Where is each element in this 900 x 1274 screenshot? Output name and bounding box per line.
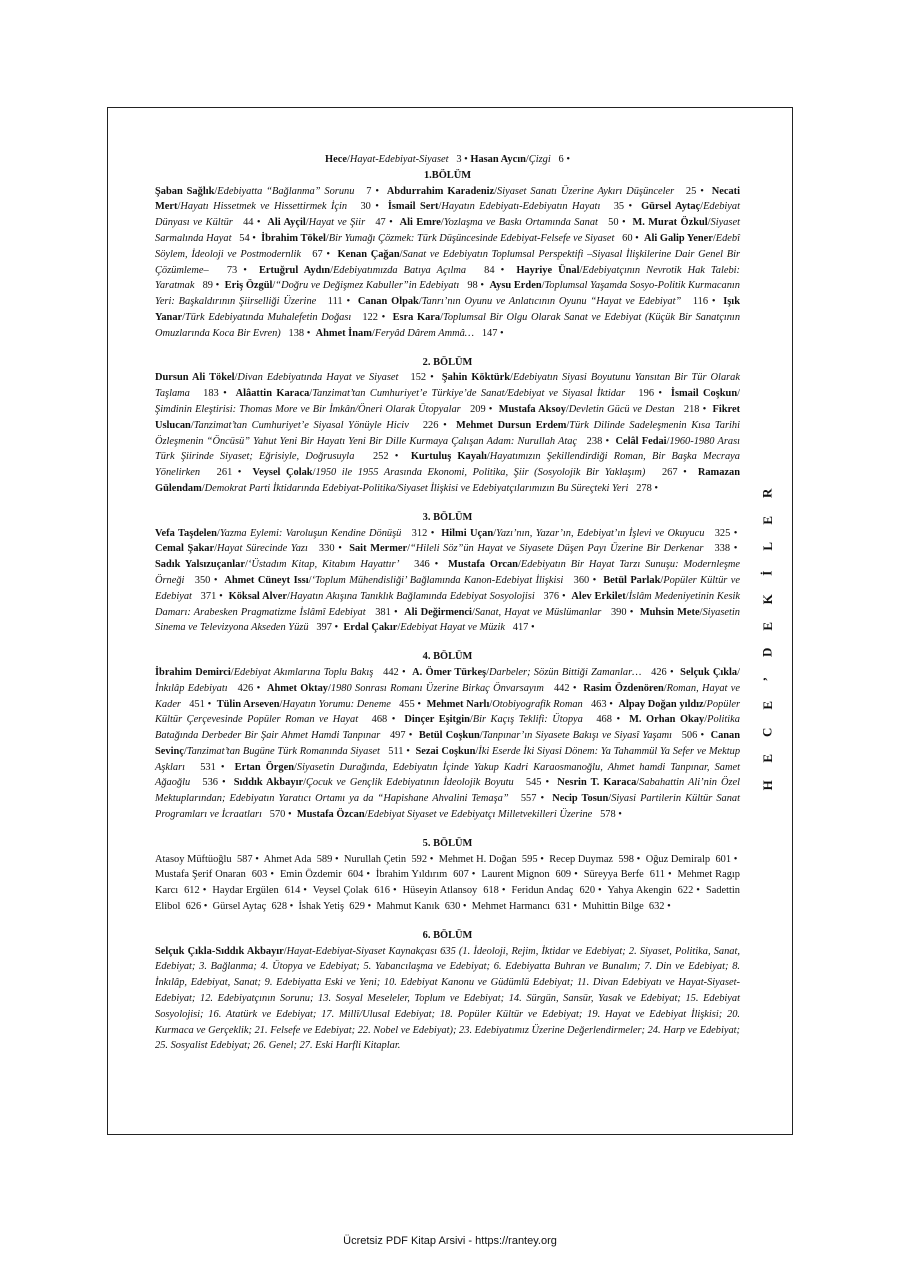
entry-author: İbrahim Yıldırım (375, 869, 448, 881)
entry-title: Türk Edebiyatında Muhalefetin Doğası (185, 311, 352, 323)
side-letter: E (759, 621, 775, 631)
entry-page: 468 (596, 714, 612, 726)
side-label-heceler (758, 480, 778, 798)
entry-page: 350 (194, 574, 211, 586)
entry-author: M. Orhan Okay (629, 714, 705, 726)
entry-page: 630 (444, 901, 461, 913)
entry-author: Laurent Mignon (481, 869, 550, 881)
entry-page: 73 (226, 264, 238, 276)
entry-author: İbrahim Tökel (261, 232, 326, 244)
entry-title: Hayat-Edebiyat-Siyaset Kaynakçası 635 (1. İdeoloji, Rejim, İktidar ve Edebiyat; 2. Siyaset, Politika, Sanat, Edebiyat; 3. Bağlanma; 4. Ütopya ve Edebiyat; 5. Yabancılaşma ve Edebiyat; 6. Edebiyatta Buhran ve Bunalım; 7. Din ve Edebiyat; 8. İnkılâp, Edebiyat, Sanat; 9. Edebiyatta Eski ve Yeni; 10. Edebiyat Kanonu ve Güdümlü Edebiyat; 11. Divan Edebiyatı ve Hayat-Siyaset-Edebiyat; 12. Edebiyatçının Sorunu; 13. Sosyal Meseleler, Toplum ve Edebiyat; 14. Sürgün, Sansür, Yasak ve Edebiyat; 15. Edebiyat Sosyolojisi; 16. Atatürk ve Edebiyat; 17. Millî/Ulusal Edebiyat; 18. Popüler Kültür ve Edebiyat; 19. Hayat ve Edebiyat İlişkisi; 20. Kurmaca ve Gerçeklik; 21. Felsefe ve Edebiyat; 22. Nobel ve Edebiyat); 23. Edebiyatımız Üzerine Değerlendirmeler; 24. Harp ve Edebiyat; 25. Sosyalist Edebiyat; 26. Genel; 27. Eski Harfli Kitaplar. (155, 945, 740, 1052)
entry-page: 497 (389, 730, 406, 742)
entry-page: 84 (484, 264, 495, 276)
entry-page: 587 (236, 853, 253, 865)
entry-title: Tanpınar’ın Siyasete Bakışı ve Siyasî Yaşamı (482, 730, 673, 742)
entry-author: Ahmet Oktay (266, 682, 329, 694)
entry-page: 338 (714, 543, 731, 555)
entry-title: Edebiyatımızda Batıya Açılma (332, 264, 467, 276)
entry-author: Veysel Çolak (252, 467, 313, 479)
entry-title: Popüler Kültür Çerçevesinde Popüler Roman ve Hayat (155, 698, 740, 726)
entry-page: 531 (200, 761, 216, 773)
entry-author: Ali Ayçil (267, 217, 306, 229)
entry-title: 1960-1980 Arası Türk Şiirinde Siyaset; Eğrisiyle, Doğrusuyla (155, 435, 740, 463)
entry-author: Kurtuluş Kayalı (410, 451, 487, 463)
entry-title: Siyasi Partilerin Kültür Sanat Programları ve İcraatları (155, 793, 740, 821)
entry-author: Mustafa Şerif Onaran (155, 869, 246, 881)
entry-author: İsmail Sert (387, 201, 439, 213)
entry-page: 196 (638, 388, 655, 400)
entry-page: 570 (269, 809, 286, 821)
section (155, 510, 740, 636)
entry-author: Recep Duymaz (549, 853, 614, 865)
entry-author: Betül Coşkun (418, 730, 480, 742)
entry-page: 618 (483, 885, 499, 897)
entry-author: Canan Olpak (357, 296, 419, 308)
entry-author: Emin Özdemir (279, 869, 342, 881)
entry-page: 442 (383, 666, 399, 678)
entry-title: Edebiyatın Bir Hayat Tarzı Sunuşu: Modernleşme Örneği (155, 559, 741, 586)
entry-author: Tülin Arseven (216, 698, 280, 710)
entry-author: Dinçer Eşitgin (404, 714, 470, 726)
side-letter: ’ (759, 676, 775, 681)
entry-title: Toplumsal Yaşamda Sosyo-Politik Kurmacanın Yeri: Başkaldırının Şiirselliği Üzerine (155, 280, 740, 308)
entry-title: Edebiyat Hayat ve Müzik (400, 622, 505, 634)
entry-page: 147 (481, 327, 498, 339)
section-title: 4. BÖLÜM (422, 651, 473, 663)
entry-author: Nesrin T. Karaca (557, 777, 637, 789)
entry-page: 138 (288, 327, 305, 339)
side-letter: C (759, 727, 775, 737)
entry-author: Hüseyin Atlansoy (402, 885, 478, 897)
entry-page: 116 (692, 296, 709, 308)
entry-page: 506 (681, 730, 698, 742)
entry-title: Otobiyografik Roman (492, 698, 583, 710)
entry-author: Ahmet İnam (315, 327, 372, 339)
entry-page: 3 (456, 154, 462, 165)
entry-page: 442 (553, 682, 570, 694)
entry-author: Ramazan Gülendam (155, 467, 740, 494)
entry-page: 626 (185, 901, 202, 913)
entry-title: Hayatımızın Şekillendirdiği Roman, Bir Başka Mecraya Yönelirken (155, 451, 740, 479)
entry-page: 98 (467, 280, 478, 292)
section-title: 3. BÖLÜM (422, 511, 473, 523)
entry-title: Edebiyatın Siyasi Boyutunu Yansıtan Bir Tür Olarak Taşlama (155, 372, 740, 400)
entry-title: Roman, Hayat ve Kader (155, 682, 740, 710)
section-entries: Selçuk Çıkla-Sıddık Akbayır/Hayat-Edebiyat-Siyaset Kaynakçası 635 (1. İdeoloji, Rejim, İktidar ve Edebiyat; 2. Siyaset, Politika, Sanat, Edebiyat; 3. Bağlanma; 4. Ütopya ve Edebiyat; 5. Yabancılaşma ve Edebiyat; 6. Edebiyatta Buhran ve Bunalım; 7. Din ve Edebiyat; 8. İnkılâp, Edebiyat, Sanat; 9. Edebiyatta Eski ve Yeni; 10. Edebiyat Kanonu ve Güdümlü Edebiyat; 11. Divan Edebiyatı ve Hayat-Siyaset-Edebiyat; 12. Edebiyatçının Sorunu; 13. Sosyal Meseleler, Toplum ve Edebiyat; 14. Sürgün, Sansür, Yasak ve Edebiyat; 15. Edebiyat Sosyolojisi; 16. Atatürk ve Edebiyat; 17. Millî/Ulusal Edebiyat; 18. Popüler Kültür ve Edebiyat; 19. Hayat ve Edebiyat İlişkisi; 20. Kurmaca ve Gerçeklik; 21. Felsefe ve Edebiyat; 22. Nobel ve Edebiyat); 23. Edebiyatımız Üzerine Değerlendirmeler; 24. Harp ve Edebiyat; 25. Sosyalist Edebiyat; 26. Genel; 27. Eski Harfli Kitaplar. (155, 945, 740, 1052)
entry-author: Sıddık Akbayır (233, 777, 304, 789)
entry-page: 7 (366, 185, 372, 197)
entry-author: Dursun Ali Tökel (155, 372, 235, 384)
section (155, 928, 740, 1054)
entry-title: Bir Yumağı Çözmek: Türk Düşüncesinde Edebiyat-Felsefe ve Siyaset (328, 232, 615, 244)
entry-author: Hasan Aycın (470, 154, 526, 165)
entry-page: 607 (453, 869, 469, 881)
entry-page: 417 (512, 622, 529, 634)
entry-page: 122 (362, 311, 378, 323)
entry-author: Hilmi Uçan (441, 527, 494, 539)
entry-title: İslâm Medeniyetinin Kesik Damarı: Arabesken Pragmatizme İslâmî Edebiyat (155, 590, 741, 618)
entry-page: 47 (375, 217, 386, 229)
entry-title: Edebiyat Dünyası ve Kültür (155, 201, 740, 229)
entry-author: Mustafa Orcan (448, 559, 518, 571)
entry-author: Alâattin Karaca (235, 388, 310, 400)
entry-title: Edebiyat Siyaset ve Edebiyatçı Milletvekilleri Üzerine (367, 809, 593, 821)
entry-page: 360 (573, 574, 590, 586)
section-title: 1.BÖLÜM (423, 169, 472, 181)
side-letter: D (759, 647, 775, 657)
entry-page: 601 (715, 853, 732, 865)
entry-title: Çizgi (528, 154, 551, 165)
entry-author: Şahin Köktürk (441, 372, 511, 384)
side-letter: E (759, 515, 775, 525)
entry-page: 278 (636, 482, 652, 494)
entry-author: Yahya Akengin (607, 885, 672, 897)
side-letter: H (759, 779, 775, 790)
entry-page: 451 (189, 698, 205, 710)
section-entries: Vefa Taşdelen/Yazma Eylemi: Varoluşun Kendine Dönüşü 312 • Hilmi Uçan/Yazı’nın, Yazar’ın, Edebiyat’ın İşlevi ve Okuyucu 325 • Cemal Şakar/Hayat Sürecinde Yazı 330 • Sait Mermer/“Hileli Söz”ün Hayat ve Siyasete Düşen Payı Üzerine Bir Derkenar 338 • Sadık Yalsızuçanlar/‘Üstadım Kitap, Kitabım Hayattır’ 346 • Mustafa Orcan/Edebiyatın Bir Hayat Tarzı Sunuşu: Modernleşme Örneği 350 • Ahmet Cüneyt Issı/‘Toplum Mühendisliği’ Bağlamında Kanon-Edebiyat İlişkisi 360 • Betül Parlak/Popüler Kültür ve Edebiyat 371 • Köksal Alver/Hayatın Akışına Tanıklık Bağlamında Edebiyat Sosyolojisi 376 • Alev Erkilet/İslâm Medeniyetinin Kesik Damarı: Arabesken Pragmatizme İslâmî Edebiyat 381 • Ali Değirmenci/Sanat, Hayat ve Müslümanlar 390 • Muhsin Mete/Siyasetin Sinema ve Televizyona Akseden Yüzü 397 • Erdal Çakır/Edebiyat Hayat ve Müzik 417 • (155, 527, 741, 634)
entry-page: 592 (411, 853, 428, 865)
side-letter: R (759, 488, 775, 498)
entry-page: 536 (202, 777, 218, 789)
section (155, 649, 740, 823)
entry-title: İki Eserde İki Siyasi Dönem: Ya Tahammül Ya Sefer ve Mektup Aşkları (155, 745, 741, 773)
section-title: 6. BÖLÜM (422, 929, 473, 941)
entry-page: 312 (411, 527, 428, 539)
entry-page: 390 (610, 606, 627, 618)
section (155, 355, 740, 497)
entry-author: Sezai Coşkun (415, 745, 476, 757)
entry-page: 6 (558, 154, 564, 165)
section-entries: Şaban Sağlık/Edebiyatta “Bağlanma” Sorunu 7 • Abdurrahim Karadeniz/Siyaset Sanatı Üzerine Aykırı Düşünceler 25 • Necati Mert/Hayatı Hissetmek ve Hissettirmek İçin 30 • İsmail Sert/Hayatın Edebiyatı-Edebiyatın Hayatı 35 • Gürsel Aytaç/Edebiyat Dünyası ve Kültür 44 • Ali Ayçil/Hayat ve Şiir 47 • Ali Emre/Yozlaşma ve Baskı Ortamında Sanat 50 • M. Murat Özkul/Siyaset Sarmalında Hayat 54 • İbrahim Tökel/Bir Yumağı Çözmek: Türk Düşüncesinde Edebiyat-Felsefe ve Siyaset 60 • Ali Galip Yener/Edebî Söylem, İdeoloji ve Postmodernlik 67 • Kenan Çağan/Sanat ve Edebiyatın Toplumsal Perspektifi –Siyasal İlişkilerine Dair Genel Bir Çözümleme– 73 • Ertuğrul Aydın/Edebiyatımızda Batıya Açılma 84 • Hayriye Ünal/Edebiyatçının Nevrotik Hak Talebi: Yaratmak 89 • Eriş Özgül/“Doğru ve Değişmez Kabuller”in Edebiyatı 98 • Aysu Erden/Toplumsal Yaşamda Sosyo-Politik Kurmacanın Yeri: Başkaldırının Şiirselliği Üzerine 111 • Canan Olpak/Tanrı’nın Oyunu ve Anlatıcının Oyunu “Hayat ve Edebiyat” 116 • Işık Yanar/Türk Edebiyatında Muhalefetin Doğası 122 • Esra Kara/Toplumsal Bir Olgu Olarak Sanat ve Edebiyat (Küçük Bir Sanatçının Omuzlarında Koca Bir Evren) 138 • Ahmet İnam/Feryâd Dârem Ammâ… 147 • (155, 185, 741, 339)
entry-title: Tanrı’nın Oyunu ve Anlatıcının Oyunu “Hayat ve Edebiyat” (421, 296, 682, 308)
entry-title: Bir Kaçış Teklifi: Ütopya (472, 714, 583, 726)
entry-page: 611 (649, 869, 665, 881)
entry-page: 397 (316, 622, 332, 634)
entry-title: 1950 ile 1955 Arasında Ekonomi, Politika, Şiir (Sosyolojik Bir Yaklaşım) (315, 467, 646, 479)
entry-author: A. Ömer Türkeş (412, 666, 487, 678)
entry-title: Edebiyat Akımlarına Toplu Bakış (233, 666, 374, 678)
entry-page: 632 (648, 901, 665, 913)
entry-title: Feryâd Dârem Ammâ… (374, 327, 475, 339)
entry-page: 25 (685, 185, 697, 197)
entry-author: Mahmut Kanık (376, 901, 440, 913)
entry-author: Mustafa Özcan (296, 809, 365, 821)
entry-title: Sanat, Hayat ve Müslümanlar (474, 606, 602, 618)
entry-title: ‘Üstadım Kitap, Kitabım Hayattır’ (247, 559, 400, 571)
side-letter: L (759, 541, 775, 551)
entry-title: Hayat ve Şiir (308, 217, 366, 229)
entry-title: Demokrat Parti İktidarında Edebiyat-Politika/Siyaset İlişkisi ve Edebiyatçılarımızın Bu Süreçteki Yeri (204, 482, 629, 494)
section-entries: Atasoy Müftüoğlu 587 • Ahmet Ada 589 • Nurullah Çetin 592 • Mehmet H. Doğan 595 • Recep Duymaz 598 • Oğuz Demiralp 601 • Mustafa Şerif Onaran 603 • Emin Özdemir 604 • İbrahim Yıldırım 607 • Laurent Mignon 609 • Süreyya Berfe 611 • Mehmet Ragıp Karcı 612 • Haydar Ergülen 614 • Veysel Çolak 616 • Hüseyin Atlansoy 618 • Feridun Andaç 620 • Yahya Akengin 622 • Sadettin Elibol 626 • Gürsel Aytaç 628 • İshak Yetiş 629 • Mahmut Kanık 630 • Mehmet Harmancı 631 • Muhittin Bilge 632 • (155, 853, 740, 913)
section (155, 168, 740, 342)
entry-page: 60 (622, 232, 633, 244)
entry-title: Toplumsal Bir Olgu Olarak Sanat ve Edebiyat (Küçük Bir Sanatçının Omuzlarında Koca Bir Evren) (155, 311, 741, 339)
table-of-contents (155, 152, 740, 1067)
entry-page: 426 (651, 666, 667, 678)
entry-author: Sadettin Elibol (155, 885, 740, 913)
entry-title: Devletin Gücü ve Destan (568, 403, 675, 415)
entry-author: Esra Kara (392, 311, 441, 323)
entry-page: 261 (216, 467, 233, 479)
entry-author: Mustafa Aksoy (498, 403, 566, 415)
entry-page: 463 (590, 698, 607, 710)
entry-author: Süreyya Berfe (583, 869, 644, 881)
entry-title: Hayatı Hissetmek ve Hissettirmek İçin (180, 201, 348, 213)
entry-author: İsmail Coşkun (670, 388, 738, 400)
entry-page: 111 (327, 296, 343, 308)
sections (155, 168, 740, 1054)
entry-author: Şaban Sağlık (155, 185, 215, 197)
entry-title: Yozlaşma ve Baskı Ortamında Sanat (443, 217, 598, 229)
entry-author: Ahmet Cüneyt Issı (224, 574, 309, 586)
entry-author: Necip Tosun (552, 793, 609, 805)
entry-page: 595 (521, 853, 538, 865)
entry-title: Divan Edebiyatında Hayat ve Siyaset (237, 372, 399, 384)
entry-author: İshak Yetiş (298, 901, 345, 913)
entry-title: Yazı’nın, Yazar’ın, Edebiyat’ın İşlevi ve Okuyucu (496, 527, 705, 539)
side-letter: E (759, 700, 775, 710)
entry-page: 589 (316, 853, 333, 865)
side-letter: E (759, 753, 775, 763)
entry-title: 1980 Sonrası Romanı Üzerine Birkaç Önvarsayım (330, 682, 544, 694)
entry-page: 614 (284, 885, 301, 897)
entry-title: Tanzimat’tan Cumhuriyet’e Siyasal Yönüyle Hiciv (193, 419, 409, 431)
entry-title: Siyaset Sarmalında Hayat (155, 217, 740, 244)
entry-page: 612 (184, 885, 200, 897)
entry-author: Mehmet H. Doğan (438, 853, 517, 865)
entry-page: 603 (251, 869, 268, 881)
entry-author: Sadık Yalsızuçanlar (155, 559, 245, 571)
entry-author: Hece (325, 154, 347, 165)
entry-title: Siyasetin Sinema ve Televizyona Akseden Yüzü (155, 606, 740, 634)
entry-author: Ahmet Ada (263, 853, 312, 865)
entry-page: 371 (200, 590, 217, 602)
entry-page: 152 (410, 372, 427, 384)
entry-author: Sait Mermer (349, 543, 408, 555)
entry-title: Hayat-Edebiyat-Siyaset (349, 154, 449, 165)
side-letter: K (759, 594, 775, 605)
entry-author: Oğuz Demiralp (645, 853, 711, 865)
entry-author: Nurullah Çetin (343, 853, 407, 865)
entry-page: 50 (608, 217, 619, 229)
entry-author: Muhittin Bilge (582, 901, 644, 913)
entry-page: 226 (422, 419, 439, 431)
entry-page: 455 (399, 698, 415, 710)
entry-author: Hayriye Ünal (516, 264, 580, 276)
entry-author: Ali Galip Yener (643, 232, 713, 244)
entry-page: 578 (600, 809, 616, 821)
entry-page: 381 (375, 606, 391, 618)
entry-author: Vefa Taşdelen (155, 527, 217, 539)
entry-page: 238 (586, 435, 603, 447)
entry-author: Gürsel Aytaç (212, 901, 267, 913)
entry-page: 218 (683, 403, 700, 415)
entry-title: Şimdinin Eleştirisi: Thomas More ve Bir İmkân/Öneri Olarak Ütopyalar (155, 403, 461, 415)
entry-title: Politika Batağında Derbeder Bir Şair Ahmet Hamdi Tanpınar (155, 714, 740, 742)
entry-author: Veysel Çolak (312, 885, 369, 897)
entry-author: Erdal Çakır (343, 622, 398, 634)
entry-author: Betül Parlak (603, 574, 661, 586)
entry-author: Abdurrahim Karadeniz (386, 185, 495, 197)
entry-author: Atasoy Müftüoğlu (155, 853, 232, 865)
section (155, 836, 740, 915)
entry-page: 426 (237, 682, 254, 694)
entry-page: 30 (360, 201, 371, 213)
entry-page: 616 (374, 885, 390, 897)
entry-title: Sanat ve Edebiyatın Toplumsal Perspektifi –Siyasal İlişkilerine Dair Genel Bir Çözümleme– (155, 248, 741, 276)
entry-author: Fikret Uslucan (155, 403, 741, 431)
entry-title: Tanzimat’tan Bugüne Türk Romanında Siyaset (186, 745, 380, 757)
entry-page: 330 (318, 543, 335, 555)
entry-author: İbrahim Demirci (155, 666, 231, 678)
entry-page: 629 (349, 901, 365, 913)
entry-title: Hayatın Edebiyatı-Edebiyatın Hayatı (441, 201, 601, 213)
entry-page: 325 (714, 527, 731, 539)
entry-page: 252 (372, 451, 389, 463)
entry-title: Sabahattin Ali’nin Özel Mektuplarından; Edebiyatın Yaratıcı Ortamı ya da “Hapishane Ahvalini Temaşa” (155, 777, 741, 805)
entry-page: 511 (388, 745, 404, 757)
entry-author: Muhsin Mete (639, 606, 700, 618)
entry-page: 620 (579, 885, 596, 897)
entry-page: 557 (520, 793, 537, 805)
entry-page: 346 (414, 559, 430, 571)
entry-author: Ertan Örgen (234, 761, 294, 773)
entry-title: “Hileli Söz”ün Hayat ve Siyasete Düşen Payı Üzerine Bir Derkenar (410, 543, 704, 555)
entry-page: 209 (470, 403, 486, 415)
entry-author: Celâl Fedai (615, 435, 667, 447)
entry-page: 622 (677, 885, 694, 897)
entry-page: 545 (525, 777, 542, 789)
side-letter: İ (759, 570, 775, 576)
entry-page: 609 (555, 869, 572, 881)
entry-title: Hayat Sürecinde Yazı (217, 543, 308, 555)
entry-author: Işık Yanar (155, 296, 740, 323)
entry-author: Necati Mert (155, 185, 741, 213)
entry-page: 89 (202, 280, 213, 292)
section-title: 2. BÖLÜM (422, 356, 473, 368)
entry-title: Siyaset Sanatı Üzerine Aykırı Düşünceler (497, 185, 675, 197)
entry-author: Aysu Erden (489, 280, 542, 292)
entry-page: 598 (618, 853, 634, 865)
entry-title: Tanzimat’tan Cumhuriyet’e Türkiye’de Sanat/Edebiyat ve Siyasal İktidar (312, 388, 626, 400)
entry-author: Selçuk Çıkla-Sıddık Akbayır (155, 945, 284, 957)
entry-page: 631 (555, 901, 571, 913)
section-title: 5. BÖLÜM (422, 837, 473, 849)
entry-page: 604 (347, 869, 364, 881)
entry-title: Çocuk ve Gençlik Edebiyatının İdeolojik Boyutu (305, 777, 514, 789)
entry-author: Kenan Çağan (337, 248, 400, 260)
entry-title: İnkılâp Edebiyatı (155, 682, 228, 694)
entry-title: Hayatın Yorumu: Deneme (282, 698, 391, 710)
entry-page: 183 (203, 388, 219, 400)
entry-author: Haydar Ergülen (212, 885, 279, 897)
entry-author: Mehmet Ragıp Karcı (155, 869, 740, 897)
entry-title: Edebî Söylem, İdeoloji ve Postmodernlik (155, 232, 741, 260)
entry-author: M. Murat Özkul (632, 217, 708, 229)
entry-title: Türk Dilinde Sadeleşmenin Kısa Tarihi Özleşmenin “Öncüsü” Yahut Yeni Bir Hayatı Yeni Bir Dille Kurmaya Çalışan Adam: Nurullah Ataç (155, 419, 740, 447)
entry-page: 376 (543, 590, 560, 602)
entry-title: Hayatın Akışına Tanıklık Bağlamında Edebiyat Sosyolojisi (289, 590, 535, 602)
entry-page: 67 (312, 248, 323, 260)
entry-title: “Doğru ve Değişmez Kabuller”in Edebiyatı (275, 280, 460, 292)
entry-author: Ertuğrul Aydın (258, 264, 331, 276)
intro-line: Hece/Hayat-Edebiyat-Siyaset 3 • Hasan Aycın/Çizgi 6 • (325, 154, 570, 165)
section-entries: Dursun Ali Tökel/Divan Edebiyatında Hayat ve Siyaset 152 • Şahin Köktürk/Edebiyatın Siyasi Boyutunu Yansıtan Bir Tür Olarak Taşlama 183 • Alâattin Karaca/Tanzimat’tan Cumhuriyet’e Türkiye’de Sanat/Edebiyat ve Siyasal İktidar 196 • İsmail Coşkun/Şimdinin Eleştirisi: Thomas More ve Bir İmkân/Öneri Olarak Ütopyalar 209 • Mustafa Aksoy/Devletin Gücü ve Destan 218 • Fikret Uslucan/Tanzimat’tan Cumhuriyet’e Siyasal Yönüyle Hiciv 226 • Mehmet Dursun Erdem/Türk Dilinde Sadeleşmenin Kısa Tarihi Özleşmenin “Öncüsü” Yahut Yeni Bir Hayatı Yeni Bir Dille Kurmaya Çalışan Adam: Nurullah Ataç 238 • Celâl Fedai/1960-1980 Arası Türk Şiirinde Siyaset; Eğrisiyle, Doğrusuyla 252 • Kurtuluş Kayalı/Hayatımızın Şekillendirdiği Roman, Bir Başka Mecraya Yönelirken 261 • Veysel Çolak/1950 ile 1955 Arasında Ekonomi, Politika, Şiir (Sosyolojik Bir Yaklaşım) 267 • Ramazan Gülendam/Demokrat Parti İktidarında Edebiyat-Politika/Siyaset İlişkisi ve Edebiyatçılarımızın Bu Süreçteki Yeri 278 • (155, 372, 741, 494)
entry-title: ‘Toplum Mühendisliği’ Bağlamında Kanon-Edebiyat İlişkisi (311, 574, 564, 586)
entry-page: 54 (239, 232, 250, 244)
entry-author: Cemal Şakar (155, 543, 215, 555)
entry-author: Feridun Andaç (511, 885, 574, 897)
entry-author: Alev Erkilet (571, 590, 626, 602)
section-entries: İbrahim Demirci/Edebiyat Akımlarına Toplu Bakış 442 • A. Ömer Türkeş/Darbeler; Sözün Bittiği Zamanlar… 426 • Selçuk Çıkla/İnkılâp Edebiyatı 426 • Ahmet Oktay/1980 Sonrası Romanı Üzerine Birkaç Önvarsayım 442 • Rasim Özdenören/Roman, Hayat ve Kader 451 • Tülin Arseven/Hayatın Yorumu: Deneme 455 • Mehmet Narlı/Otobiyografik Roman 463 • Alpay Doğan yıldız/Popüler Kültür Çerçevesinde Popüler Roman ve Hayat 468 • Dinçer Eşitgin/Bir Kaçış Teklifi: Ütopya 468 • M. Orhan Okay/Politika Batağında Derbeder Bir Şair Ahmet Hamdi Tanpınar 497 • Betül Coşkun/Tanpınar’ın Siyasete Bakışı ve Siyasî Yaşamı 506 • Canan Sevinç/Tanzimat’tan Bugüne Türk Romanında Siyaset 511 • Sezai Coşkun/İki Eserde İki Siyasi Dönem: Ya Tahammül Ya Sefer ve Mektup Aşkları 531 • Ertan Örgen/Siyasetin Durağında, Edebiyatın İçinde Yakup Kadri Karaosmanoğlu, Ahmet hamdi Tanpınar, Samet Ağaoğlu 536 • Sıddık Akbayır/Çocuk ve Gençlik Edebiyatının İdeolojik Boyutu 545 • Nesrin T. Karaca/Sabahattin Ali’nin Özel Mektuplarından; Edebiyatın Yaratıcı Ortamı ya da “Hapishane Ahvalini Temaşa” 557 • Necip Tosun/Siyasi Partilerin Kültür Sanat Programları ve İcraatları 570 • Mustafa Özcan/Edebiyat Siyaset ve Edebiyatçı Milletvekilleri Üzerine 578 • (155, 666, 741, 821)
entry-author: Eriş Özgül (224, 280, 273, 292)
entry-author: Alpay Doğan yıldız (618, 698, 704, 710)
entry-title: Edebiyatçının Nevrotik Hak Talebi: Yaratmak (155, 264, 740, 292)
entry-page: 628 (271, 901, 288, 913)
entry-page: 468 (371, 714, 388, 726)
entry-author: Mehmet Harmancı (471, 901, 550, 913)
entry-author: Ali Emre (399, 217, 441, 229)
entry-title: Popüler Kültür ve Edebiyat (155, 574, 740, 602)
entry-author: Mehmet Dursun Erdem (456, 419, 567, 431)
entry-author: Ali Değirmenci (404, 606, 472, 618)
entry-page: 35 (613, 201, 625, 213)
entry-title: Siyasetin Durağında, Edebiyatın İçinde Yakup Kadri Karaosmanoğlu, Ahmet hamdi Tanpınar, Samet Ağaoğlu (155, 761, 740, 789)
entry-title: Edebiyatta “Bağlanma” Sorunu (217, 185, 355, 197)
entry-title: Yazma Eylemi: Varoluşun Kendine Dönüşü (219, 527, 402, 539)
entry-page: 267 (661, 467, 678, 479)
entry-author: Rasim Özdenören (583, 682, 664, 694)
entry-author: Canan Sevinç (155, 730, 741, 757)
entry-author: Gürsel Aytaç (641, 201, 701, 213)
entry-page: 44 (243, 217, 254, 229)
entry-author: Köksal Alver (228, 590, 287, 602)
entry-author: Mehmet Narlı (426, 698, 490, 710)
footer-text: Ücretsiz PDF Kitap Arsivi - https://rantey.org (343, 1235, 557, 1247)
entry-title: Darbeler; Sözün Bittiği Zamanlar… (489, 666, 642, 678)
entry-author: Selçuk Çıkla (680, 666, 738, 678)
